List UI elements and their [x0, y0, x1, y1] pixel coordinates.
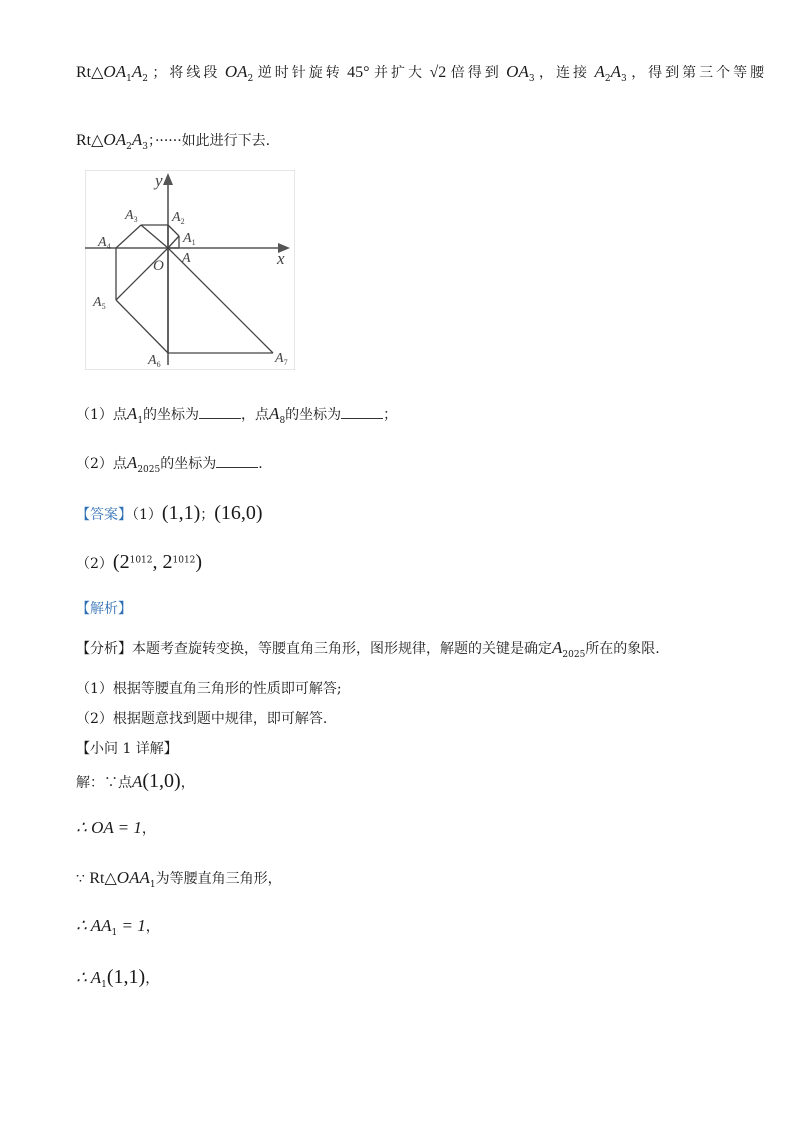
point-a2-label: $A_2$ [172, 210, 185, 226]
point-a7-label: $A_7$ [275, 351, 288, 367]
y-label: y [155, 171, 163, 190]
analysis-step-1: （1）根据等腰直角三角形的性质即可解答; [76, 681, 342, 697]
solution-line-3: ∵ $Rt\triangle OAA_1$为等腰直角三角形， [76, 868, 282, 890]
question-1: （1）点$A_1$的坐标为 ，点$A_8$的坐标为 ； [76, 404, 398, 426]
solution-line-2: ∴ OA = 1， [76, 818, 156, 837]
point-a4-label: $A_4$ [98, 235, 111, 251]
answer-line-1: 【答案】（1）(1,1)；(16,0) [76, 502, 263, 524]
blank-2 [341, 406, 383, 419]
sub-question-title: 【小问 1 详解】 [76, 741, 178, 757]
analysis-step-2: （2）根据题意找到题中规律，即可解答. [76, 711, 328, 727]
origin-label: O [153, 258, 164, 274]
intro-line-2: $Rt\triangle OA_2A_3$；······如此进行下去. [76, 130, 271, 152]
solution-line-5: ∴ $A_1(1,1)$， [76, 966, 160, 990]
solution-line-4: ∴ $AA_1 = 1$， [76, 916, 160, 938]
point-a5-label: $A_5$ [93, 295, 106, 311]
analysis-fenxi: 【分析】本题考查旋转变换，等腰直角三角形，图形规律，解题的关键是确定$A_{2025}$所在的象限. [76, 638, 660, 660]
question-2: （2）点$A_{2025}$的坐标为 . [76, 453, 263, 475]
answer-line-2: $(2)(2^{1012}$, $2^{1012}$) [76, 551, 203, 573]
intro-line-1: $Rt\triangle OA_1A_2$ ；将线段 $OA_2$ 逆时针旋转 45° 并扩大 √2 倍得到 $OA_3$ ，连接 $A_2A_3$ ，得到第三个等腰 [76, 62, 768, 84]
point-a6-label: $A_6$ [148, 353, 161, 369]
analysis-label: 【解析】 [76, 601, 132, 617]
point-a1-label: $A_1$ [183, 231, 196, 247]
blank-3 [216, 455, 258, 468]
solution-line-1: 解：∵点A(1,0)， [76, 770, 195, 792]
rotation-figure [85, 170, 295, 370]
x-label: x [277, 249, 285, 268]
blank-1 [199, 406, 241, 419]
answer-label: 【答案】 [76, 507, 132, 523]
point-a3-label: $A_3$ [125, 208, 138, 224]
point-a-label: A [182, 251, 191, 266]
